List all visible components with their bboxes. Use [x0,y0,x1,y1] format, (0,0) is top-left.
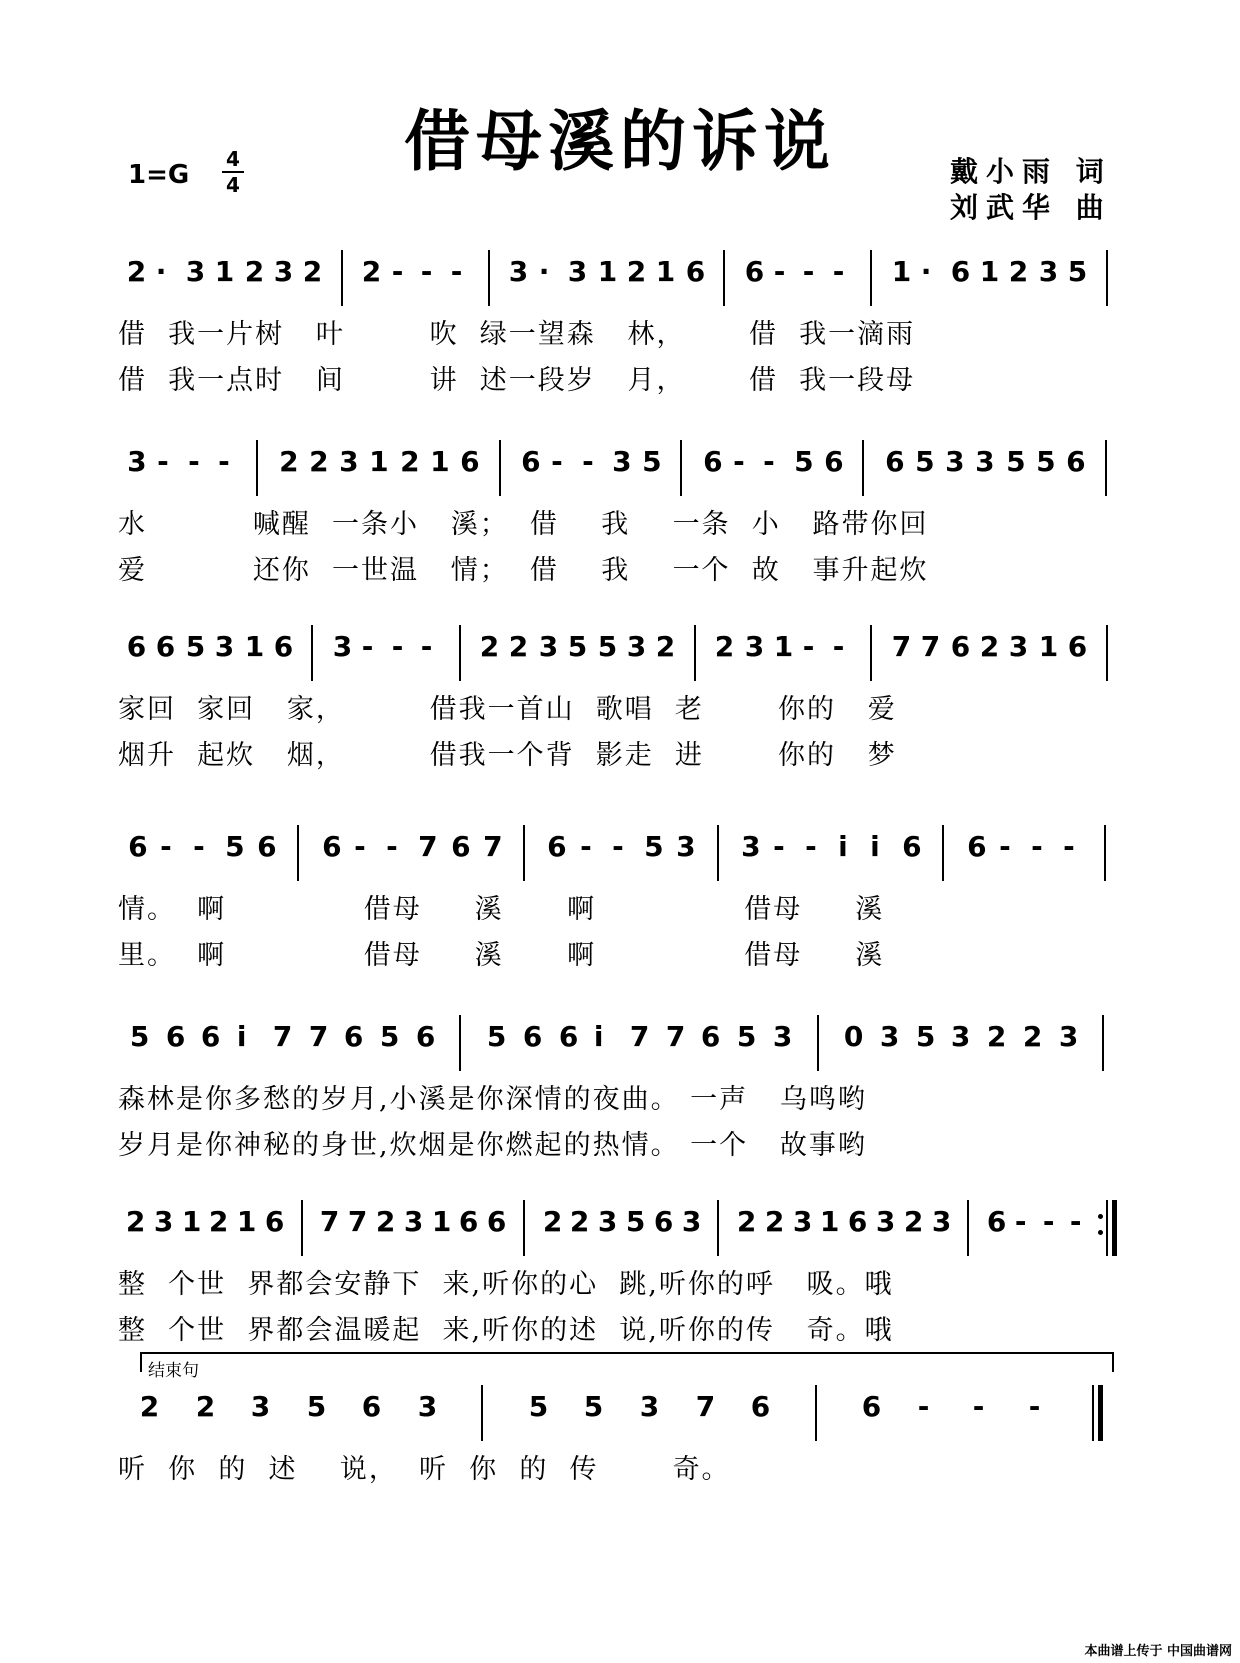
note: 2 [903,1205,924,1238]
key-signature: 1=G [128,160,190,190]
dash-note: - [420,255,433,288]
note: 2 [208,1205,229,1238]
lyric-line-2: 烟升 起炊 烟， 借我一个背 影走 进 你的 梦 [118,740,897,771]
lyric-line-2: 里。 啊 借母 溪 啊 借母 溪 [118,940,885,971]
notation-row [120,440,1120,484]
bar-line [717,825,719,881]
note: 1 [236,1205,257,1238]
dash-note: - [1028,1390,1041,1423]
note: 2 [508,630,529,663]
dash-note: - [450,255,463,288]
note: 3 [332,630,353,663]
note: 7 [308,1020,329,1053]
meter-top: 4 [226,147,240,171]
bar-line [717,1200,719,1256]
bar-line [523,1200,525,1256]
note: 2 [1008,255,1029,288]
note: 3 [741,830,761,863]
note: 6 [744,255,765,288]
bar-line [1106,625,1108,681]
dash-note: - [1014,1205,1027,1238]
note: 6 [1067,630,1088,663]
dash-note: - [160,830,172,863]
bar-line [499,440,501,496]
note: 6 [322,830,342,863]
song-title: 借母溪的诉说 [404,102,836,180]
dash-note: - [193,830,205,863]
note: 7 [483,830,503,863]
final-bar-line [1098,1385,1103,1441]
dash-note: - [802,255,815,288]
note: 1 [1038,630,1059,663]
note: 1 [431,1205,452,1238]
note: i [236,1020,247,1053]
note: 2 [309,445,329,478]
note: 6 [902,830,922,863]
note: 1 [597,255,618,288]
note: 5 [567,630,588,663]
note: 3 [950,1020,971,1053]
note: 7 [272,1020,293,1053]
note: 2 [279,445,299,478]
note: 7 [920,630,941,663]
note: 1 [819,1205,840,1238]
bar-line [694,625,696,681]
dash-note: - [802,630,815,663]
note: 6 [128,830,148,863]
note: 2 [655,630,676,663]
note: 6 [458,1205,479,1238]
note: 3 [250,1390,271,1423]
note: 6 [703,445,723,478]
bar-line [870,250,872,306]
note: 6 [950,630,971,663]
composer-credit: 刘武华 曲 [950,191,1112,224]
note: 1 [979,255,1000,288]
lyric-line-2: 岁月是你神秘的身世,炊烟是你燃起的热情。 一个 故事哟 [118,1130,867,1161]
note: 3 [417,1390,438,1423]
lyricist-credit: 戴小雨 词 [950,155,1112,188]
bar-line [523,825,525,881]
dash-note: - [582,445,594,478]
note: 3 [879,1020,900,1053]
bar-line [815,1385,817,1441]
note: 6 [700,1020,721,1053]
note: 6 [361,1390,382,1423]
note: 1 [369,445,389,478]
note: 6 [522,1020,543,1053]
dash-note: - [832,630,845,663]
dash-note: - [972,1390,985,1423]
bar-line [967,1200,969,1256]
note: 2 [1022,1020,1043,1053]
dash-note: - [551,445,563,478]
note: 3 [508,255,529,288]
note: 3 [626,630,647,663]
note: i [870,830,880,863]
note: 6 [750,1390,771,1423]
note: 3 [403,1205,424,1238]
note: 5 [1067,255,1088,288]
dash-note: - [361,630,374,663]
note: 6 [451,830,471,863]
dash-note: - [354,830,366,863]
note: 1 [214,255,235,288]
notation-row [120,250,1120,294]
note: 3 [1038,255,1059,288]
dash-note: - [733,445,745,478]
note: 2 [302,255,323,288]
note: 2 [979,630,1000,663]
note: 3 [1008,630,1029,663]
time-signature [222,148,244,196]
note: 3 [339,445,359,478]
note: 1 [181,1205,202,1238]
note: 5 [642,445,662,478]
bar-line [488,250,490,306]
note: 0 [843,1020,864,1053]
note: 5 [379,1020,400,1053]
note: 5 [915,1020,936,1053]
dash-note: - [391,255,404,288]
note: 5 [736,1020,757,1053]
note: 2 [736,1205,757,1238]
note: 2 [244,255,265,288]
bar-line [1104,825,1106,881]
dash-note: - [999,830,1011,863]
note: 3 [772,1020,793,1053]
dash-note: - [386,830,398,863]
note: 3 [676,830,696,863]
lyric-line-2: 借 我一点时 间 讲 述一段岁 月， 借 我一段母 [118,365,916,396]
note: i [838,830,848,863]
note: 6 [126,630,147,663]
bar-line [723,250,725,306]
note: 6 [547,830,567,863]
note: 3 [945,445,965,478]
meter-bottom: 4 [226,173,240,197]
note: 3 [214,630,235,663]
note: 7 [319,1205,340,1238]
note: 7 [347,1205,368,1238]
note: 6 [264,1205,285,1238]
note: 5 [185,630,206,663]
bar-line [341,250,343,306]
bar-line [1102,1015,1104,1071]
note: 7 [665,1020,686,1053]
bar-line [1106,1200,1108,1256]
bar-line [481,1385,483,1441]
dash-note: - [805,830,817,863]
note: 5 [528,1390,549,1423]
note: 5 [1036,445,1056,478]
note: 2 [626,255,647,288]
note: 2 [479,630,500,663]
dash-note: - [1063,830,1075,863]
note: 5 [644,830,664,863]
note: 3 [273,255,294,288]
repeat-dot [1098,1230,1103,1235]
note: 3 [931,1205,952,1238]
note: 6 [415,1020,436,1053]
note: 5 [225,830,245,863]
note: 3 [681,1205,702,1238]
note: 7 [629,1020,650,1053]
dash-note: - [773,830,785,863]
note: 2 [375,1205,396,1238]
note: 6 [824,445,844,478]
note: 6 [967,830,987,863]
note: 6 [257,830,277,863]
note: · [920,255,932,288]
bar-line [1105,440,1107,496]
note: 6 [986,1205,1007,1238]
note: 6 [685,255,706,288]
note: 3 [875,1205,896,1238]
dash-note: - [763,445,775,478]
repeat-dot [1098,1214,1103,1219]
note: 3 [744,630,765,663]
note: 5 [583,1390,604,1423]
note: 6 [861,1390,882,1423]
dash-note: - [1042,1205,1055,1238]
note: 6 [1066,445,1086,478]
lyric-line-1: 听 你 的 述 说， 听 你 的 传 奇。 [118,1454,731,1485]
lyric-line-2: 爱 还你 一世温 情； 借 我 一个 故 事升起炊 [118,555,929,586]
bar-line [870,625,872,681]
bar-line [680,440,682,496]
lyric-line-1: 森林是你多愁的岁月,小溪是你深情的夜曲。 一声 乌鸣哟 [118,1084,867,1115]
note: 6 [950,255,971,288]
note: 7 [891,630,912,663]
bar-line [1092,1385,1094,1441]
bar-line [297,825,299,881]
dash-note: - [832,255,845,288]
note: 6 [155,630,176,663]
bar-line [256,440,258,496]
note: 1 [655,255,676,288]
bar-line [459,1015,461,1071]
note: 2 [569,1205,590,1238]
bar-line [311,625,313,681]
note: 3 [612,445,632,478]
note: i [593,1020,604,1053]
dash-note: - [391,630,404,663]
bar-line [459,625,461,681]
note: 5 [1006,445,1026,478]
note: 2 [361,255,382,288]
note: 1 [773,630,794,663]
bar-line [1106,250,1108,306]
note: 3 [597,1205,618,1238]
note: 6 [885,445,905,478]
dash-note: - [157,445,169,478]
note: 3 [567,255,588,288]
bar-line [301,1200,303,1256]
note: 5 [597,630,618,663]
dash-note: - [1069,1205,1082,1238]
note: 6 [847,1205,868,1238]
note: 2 [400,445,420,478]
dash-note: - [773,255,786,288]
note: 6 [558,1020,579,1053]
lyric-line-1: 水 喊醒 一条小 溪； 借 我 一条 小 路带你回 [118,509,929,540]
note: 2 [139,1390,160,1423]
note: 2 [542,1205,563,1238]
bar-line [862,440,864,496]
dash-note: - [612,830,624,863]
note: 3 [975,445,995,478]
note: 2 [764,1205,785,1238]
dash-note: - [420,630,433,663]
dash-note: - [1031,830,1043,863]
notation-row [120,625,1120,669]
note: 6 [273,630,294,663]
lyric-line-1: 家回 家回 家， 借我一首山 歌唱 老 你的 爱 [118,694,897,725]
note: 5 [794,445,814,478]
note: 3 [185,255,206,288]
ending-bracket [140,1352,1114,1372]
note: 3 [792,1205,813,1238]
note: 5 [306,1390,327,1423]
note: 6 [521,445,541,478]
note: 2 [986,1020,1007,1053]
note: 3 [538,630,559,663]
lyric-line-1: 借 我一片树 叶 吹 绿一望森 林， 借 我一滴雨 [118,319,916,350]
note: 6 [165,1020,186,1053]
note: 6 [343,1020,364,1053]
note: 3 [127,445,147,478]
note: 3 [639,1390,660,1423]
note: 7 [418,830,438,863]
dash-note: - [188,445,200,478]
notation-row [120,825,1120,869]
note: 6 [460,445,480,478]
upload-credit: 本曲谱上传于 中国曲谱网 [1084,1644,1232,1659]
lyric-line-2: 整 个世 界都会温暖起 来,听你的述 说,听你的传 奇。哦 [118,1315,894,1346]
note: 3 [1058,1020,1079,1053]
note: 5 [915,445,935,478]
dash-note: - [218,445,230,478]
notation-row [120,1015,1120,1059]
note: 7 [695,1390,716,1423]
lyric-line-1: 整 个世 界都会安静下 来,听你的心 跳,听你的呼 吸。哦 [118,1269,894,1300]
dash-note: - [917,1390,930,1423]
note: 1 [430,445,450,478]
note: 2 [195,1390,216,1423]
final-bar-line [1112,1200,1117,1256]
ending-label: 结束句 [148,1361,199,1381]
bar-line [817,1015,819,1071]
note: 5 [129,1020,150,1053]
note: 2 [714,630,735,663]
notation-row [120,1385,1120,1429]
note: 5 [625,1205,646,1238]
note: · [155,255,167,288]
bar-line [942,825,944,881]
note: 3 [153,1205,174,1238]
dash-note: - [580,830,592,863]
note: 5 [486,1020,507,1053]
note: 1 [891,255,912,288]
note: 2 [125,1205,146,1238]
note: 1 [244,630,265,663]
note: 2 [126,255,147,288]
note: 6 [486,1205,507,1238]
note: 6 [200,1020,221,1053]
note: · [538,255,550,288]
lyric-line-1: 情。 啊 借母 溪 啊 借母 溪 [118,894,885,925]
notation-row [120,1200,1120,1244]
note: 6 [653,1205,674,1238]
